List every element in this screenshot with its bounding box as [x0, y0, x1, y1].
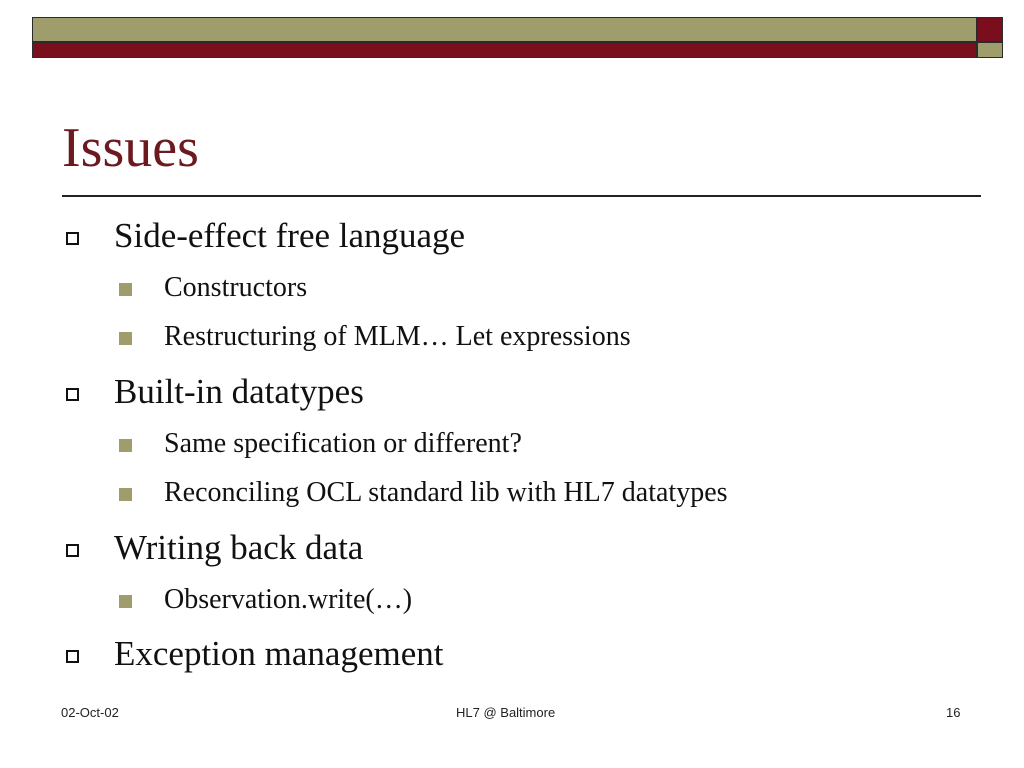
slide-title: Issues [62, 117, 199, 179]
filled-square-bullet-icon [119, 439, 132, 452]
hollow-square-bullet-icon [66, 388, 79, 401]
hollow-square-bullet-icon [66, 232, 79, 245]
sub-bullet-item: Restructuring of MLM… Let expressions [164, 321, 631, 352]
bullet-item: Built-in datatypes [114, 372, 364, 411]
sub-bullet-item: Reconciling OCL standard lib with HL7 datatypes [164, 477, 728, 508]
filled-square-bullet-icon [119, 488, 132, 501]
sub-bullet-item: Constructors [164, 272, 308, 303]
filled-square-bullet-icon [119, 332, 132, 345]
footer-title: HL7 @ Baltimore [456, 705, 556, 720]
hollow-square-bullet-icon [66, 650, 79, 663]
sub-bullet-item: Observation.write(…) [164, 584, 413, 615]
filled-square-bullet-icon [119, 595, 132, 608]
sub-bullet-item: Same specification or different? [164, 428, 522, 459]
filled-square-bullet-icon [119, 283, 132, 296]
bullet-item: Side-effect free language [114, 216, 466, 255]
hollow-square-bullet-icon [66, 544, 79, 557]
footer-date: 02-Oct-02 [61, 705, 119, 720]
bullet-item: Writing back data [114, 528, 364, 567]
page-number: 16 [946, 705, 961, 720]
bullet-item: Exception management [114, 634, 444, 673]
